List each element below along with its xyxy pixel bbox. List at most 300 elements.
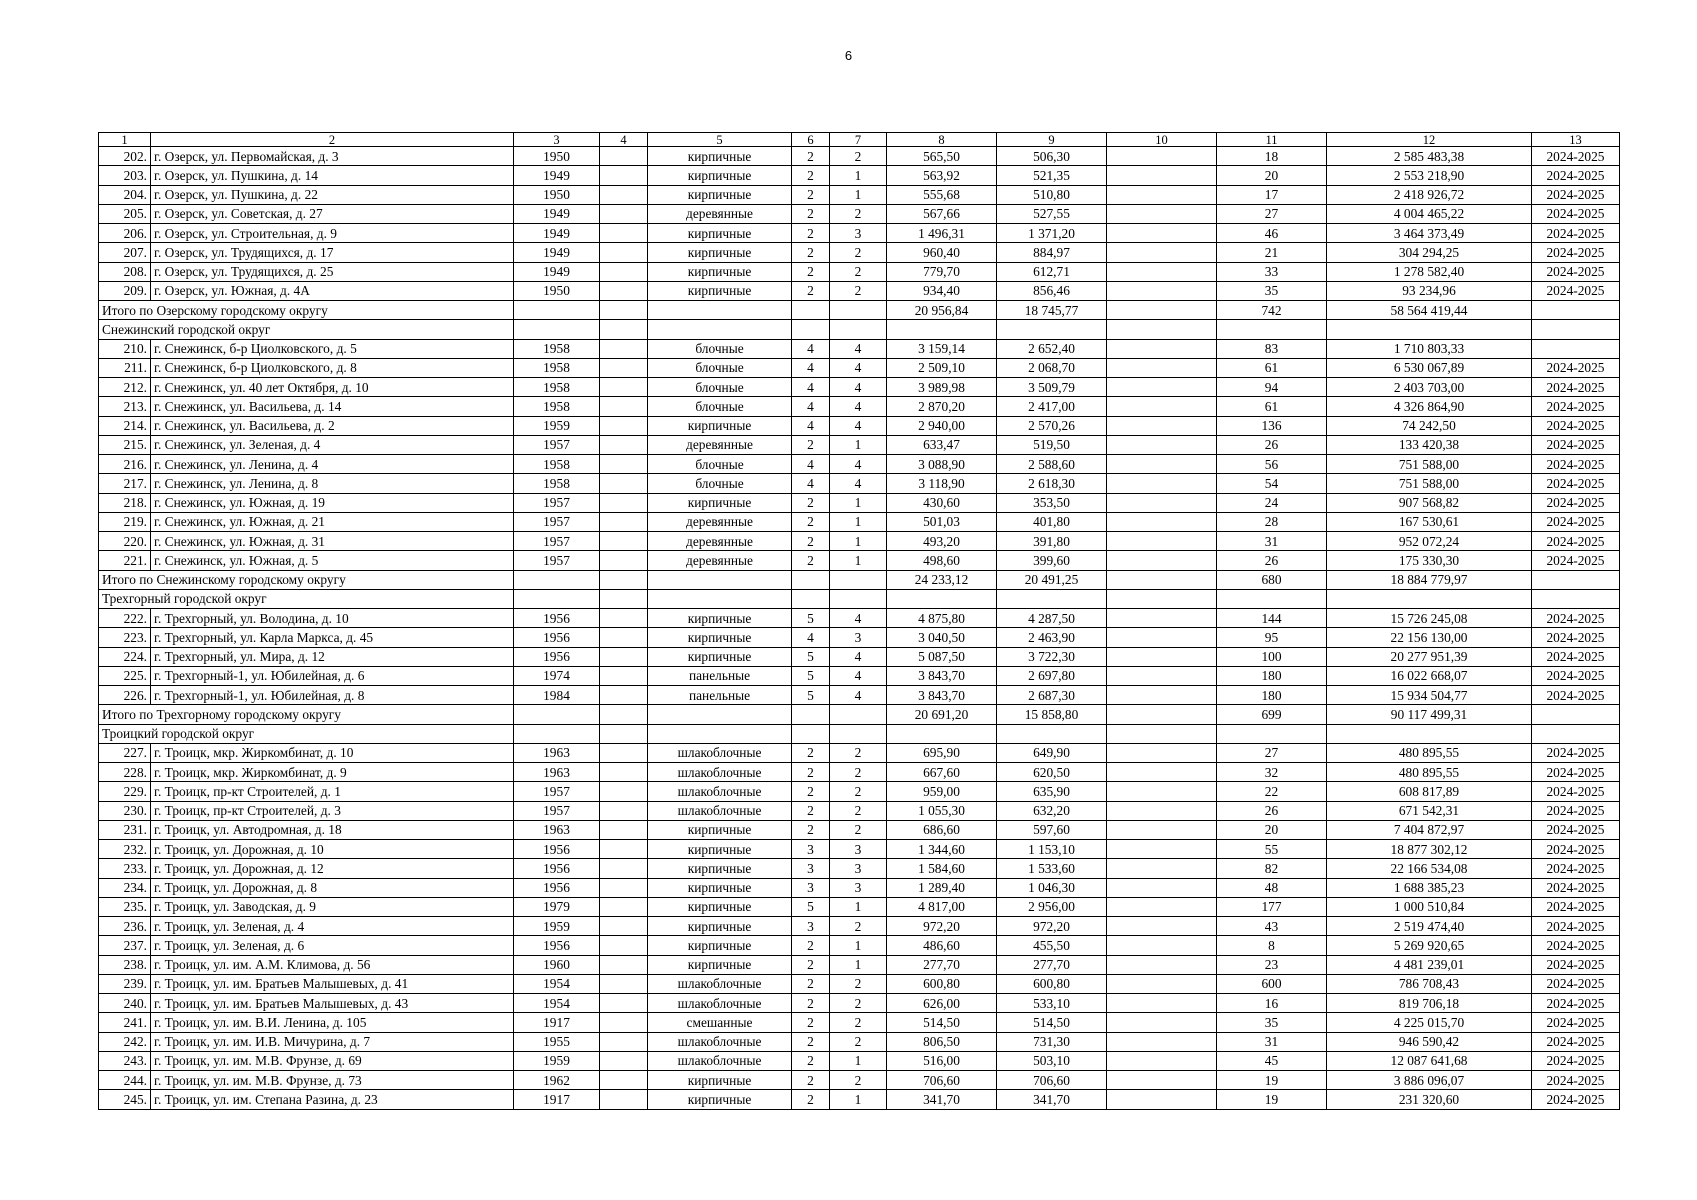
empty-cell <box>1107 589 1217 608</box>
material-cell: кирпичные <box>648 243 792 262</box>
row-number-cell: 212. <box>99 378 151 397</box>
entrances-cell: 3 <box>830 878 887 897</box>
entrances-cell: 2 <box>830 1071 887 1090</box>
entrances-cell: 4 <box>830 609 887 628</box>
material-cell: кирпичные <box>648 936 792 955</box>
material-cell: деревянные <box>648 435 792 454</box>
residents-cell: 83 <box>1217 339 1327 358</box>
column-4-cell <box>600 955 648 974</box>
column-number-header: 13 <box>1532 133 1620 147</box>
living-area-cell: 341,70 <box>997 1090 1107 1109</box>
entrances-cell: 2 <box>830 1013 887 1032</box>
column-number-header: 4 <box>600 133 648 147</box>
material-cell: шлакоблочные <box>648 743 792 762</box>
floors-cell: 2 <box>792 243 830 262</box>
living-area-cell: 521,35 <box>997 166 1107 185</box>
table-row <box>99 378 1620 397</box>
residents-cell: 43 <box>1217 917 1327 936</box>
year-cell: 1956 <box>514 609 600 628</box>
subtotal-total-area: 20 956,84 <box>887 301 997 320</box>
column-number-header: 5 <box>648 133 792 147</box>
residents-cell: 61 <box>1217 397 1327 416</box>
row-number-cell: 225. <box>99 666 151 685</box>
total-area-cell: 486,60 <box>887 936 997 955</box>
entrances-cell: 2 <box>830 147 887 166</box>
empty-cell <box>1327 589 1532 608</box>
column-10-cell <box>1107 763 1217 782</box>
table-row <box>99 763 1620 782</box>
period-cell: 2024-2025 <box>1532 551 1620 570</box>
material-cell: кирпичные <box>648 262 792 281</box>
column-10-cell <box>1107 512 1217 531</box>
table-row <box>99 397 1620 416</box>
total-area-cell: 1 496,31 <box>887 224 997 243</box>
column-4-cell <box>600 840 648 859</box>
year-cell: 1963 <box>514 763 600 782</box>
residents-cell: 55 <box>1217 840 1327 859</box>
period-cell: 2024-2025 <box>1532 1013 1620 1032</box>
column-10-cell <box>1107 878 1217 897</box>
total-area-cell: 3 040,50 <box>887 628 997 647</box>
address-cell: г. Снежинск, ул. 40 лет Октября, д. 10 <box>151 378 514 397</box>
subtotal-label: Итого по Снежинскому городскому округу <box>99 570 514 589</box>
residents-cell: 22 <box>1217 782 1327 801</box>
column-10-cell <box>1107 532 1217 551</box>
table-row <box>99 532 1620 551</box>
entrances-cell: 1 <box>830 955 887 974</box>
cost-cell: 5 269 920,65 <box>1327 936 1532 955</box>
subtotal-label: Итого по Трехгорному городскому округу <box>99 705 514 724</box>
material-cell: кирпичные <box>648 281 792 300</box>
empty-cell <box>830 301 887 320</box>
total-area-cell: 667,60 <box>887 763 997 782</box>
address-cell: г. Троицк, пр-кт Строителей, д. 1 <box>151 782 514 801</box>
empty-cell <box>1107 724 1217 743</box>
period-cell: 2024-2025 <box>1532 185 1620 204</box>
table-body <box>99 133 1620 1110</box>
year-cell: 1957 <box>514 782 600 801</box>
empty-cell <box>648 589 792 608</box>
entrances-cell: 1 <box>830 551 887 570</box>
row-number-cell: 216. <box>99 455 151 474</box>
table-row <box>99 224 1620 243</box>
empty-cell <box>830 705 887 724</box>
cost-cell: 6 530 067,89 <box>1327 358 1532 377</box>
empty-cell <box>648 320 792 339</box>
entrances-cell: 2 <box>830 994 887 1013</box>
column-4-cell <box>600 609 648 628</box>
year-cell: 1949 <box>514 166 600 185</box>
total-area-cell: 498,60 <box>887 551 997 570</box>
material-cell: шлакоблочные <box>648 801 792 820</box>
year-cell: 1957 <box>514 801 600 820</box>
entrances-cell: 1 <box>830 532 887 551</box>
material-cell: шлакоблочные <box>648 763 792 782</box>
period-cell: 2024-2025 <box>1532 435 1620 454</box>
empty-cell <box>1217 320 1327 339</box>
empty-cell <box>792 570 830 589</box>
row-number-cell: 221. <box>99 551 151 570</box>
address-cell: г. Озерск, ул. Строительная, д. 9 <box>151 224 514 243</box>
empty-cell <box>648 724 792 743</box>
floors-cell: 4 <box>792 397 830 416</box>
row-number-cell: 218. <box>99 493 151 512</box>
table-row <box>99 493 1620 512</box>
period-cell: 2024-2025 <box>1532 936 1620 955</box>
address-cell: г. Снежинск, ул. Ленина, д. 4 <box>151 455 514 474</box>
address-cell: г. Снежинск, ул. Южная, д. 31 <box>151 532 514 551</box>
total-area-cell: 563,92 <box>887 166 997 185</box>
cost-cell: 175 330,30 <box>1327 551 1532 570</box>
material-cell: шлакоблочные <box>648 994 792 1013</box>
table-row <box>99 917 1620 936</box>
row-number-cell: 235. <box>99 897 151 916</box>
cost-cell: 15 726 245,08 <box>1327 609 1532 628</box>
cost-cell: 93 234,96 <box>1327 281 1532 300</box>
table-row <box>99 1051 1620 1070</box>
residents-cell: 19 <box>1217 1090 1327 1109</box>
period-cell: 2024-2025 <box>1532 1090 1620 1109</box>
cost-cell: 819 706,18 <box>1327 994 1532 1013</box>
column-4-cell <box>600 281 648 300</box>
floors-cell: 3 <box>792 878 830 897</box>
row-number-cell: 222. <box>99 609 151 628</box>
column-4-cell <box>600 551 648 570</box>
column-4-cell <box>600 147 648 166</box>
year-cell: 1956 <box>514 936 600 955</box>
period-cell: 2024-2025 <box>1532 666 1620 685</box>
table-row <box>99 936 1620 955</box>
address-cell: г. Троицк, ул. им. А.М. Климова, д. 56 <box>151 955 514 974</box>
empty-cell <box>887 589 997 608</box>
year-cell: 1949 <box>514 243 600 262</box>
cost-cell: 18 877 302,12 <box>1327 840 1532 859</box>
floors-cell: 3 <box>792 859 830 878</box>
subtotal-cost: 90 117 499,31 <box>1327 705 1532 724</box>
address-cell: г. Трехгорный-1, ул. Юбилейная, д. 8 <box>151 686 514 705</box>
address-cell: г. Троицк, ул. им. Братьев Малышевых, д. 41 <box>151 974 514 993</box>
floors-cell: 4 <box>792 628 830 647</box>
row-number-cell: 213. <box>99 397 151 416</box>
residents-cell: 26 <box>1217 801 1327 820</box>
section-header-row <box>99 589 1620 608</box>
address-cell: г. Троицк, ул. им. М.В. Фрунзе, д. 69 <box>151 1051 514 1070</box>
table-row <box>99 628 1620 647</box>
entrances-cell: 4 <box>830 686 887 705</box>
total-area-cell: 555,68 <box>887 185 997 204</box>
column-4-cell <box>600 532 648 551</box>
residents-cell: 23 <box>1217 955 1327 974</box>
cost-cell: 4 004 465,22 <box>1327 204 1532 223</box>
living-area-cell: 1 153,10 <box>997 840 1107 859</box>
living-area-cell: 4 287,50 <box>997 609 1107 628</box>
period-cell: 2024-2025 <box>1532 955 1620 974</box>
residents-cell: 180 <box>1217 686 1327 705</box>
year-cell: 1957 <box>514 532 600 551</box>
total-area-cell: 934,40 <box>887 281 997 300</box>
material-cell: кирпичные <box>648 1071 792 1090</box>
housing-registry-table <box>98 132 1620 1110</box>
material-cell: кирпичные <box>648 878 792 897</box>
row-number-cell: 219. <box>99 512 151 531</box>
floors-cell: 5 <box>792 686 830 705</box>
year-cell: 1949 <box>514 262 600 281</box>
subtotal-residents: 742 <box>1217 301 1327 320</box>
floors-cell: 2 <box>792 493 830 512</box>
row-number-cell: 232. <box>99 840 151 859</box>
row-number-cell: 206. <box>99 224 151 243</box>
address-cell: г. Снежинск, ул. Южная, д. 5 <box>151 551 514 570</box>
material-cell: блочные <box>648 378 792 397</box>
floors-cell: 2 <box>792 801 830 820</box>
table-row <box>99 840 1620 859</box>
subtotal-row <box>99 301 1620 320</box>
year-cell: 1917 <box>514 1013 600 1032</box>
empty-cell <box>514 301 600 320</box>
table-row <box>99 801 1620 820</box>
column-4-cell <box>600 628 648 647</box>
address-cell: г. Трехгорный-1, ул. Юбилейная, д. 6 <box>151 666 514 685</box>
row-number-cell: 208. <box>99 262 151 281</box>
floors-cell: 4 <box>792 378 830 397</box>
address-cell: г. Снежинск, ул. Васильева, д. 14 <box>151 397 514 416</box>
period-cell: 2024-2025 <box>1532 281 1620 300</box>
address-cell: г. Троицк, ул. им. Братьев Малышевых, д. 43 <box>151 994 514 1013</box>
material-cell: кирпичные <box>648 1090 792 1109</box>
total-area-cell: 2 940,00 <box>887 416 997 435</box>
column-4-cell <box>600 378 648 397</box>
column-number-header: 3 <box>514 133 600 147</box>
row-number-cell: 231. <box>99 820 151 839</box>
address-cell: г. Снежинск, б-р Циолковского, д. 5 <box>151 339 514 358</box>
column-4-cell <box>600 994 648 1013</box>
living-area-cell: 2 697,80 <box>997 666 1107 685</box>
entrances-cell: 1 <box>830 435 887 454</box>
column-10-cell <box>1107 974 1217 993</box>
year-cell: 1957 <box>514 493 600 512</box>
entrances-cell: 4 <box>830 666 887 685</box>
entrances-cell: 3 <box>830 628 887 647</box>
total-area-cell: 3 843,70 <box>887 666 997 685</box>
material-cell: панельные <box>648 666 792 685</box>
table-row <box>99 1090 1620 1109</box>
section-header-row <box>99 320 1620 339</box>
year-cell: 1917 <box>514 1090 600 1109</box>
address-cell: г. Озерск, ул. Первомайская, д. 3 <box>151 147 514 166</box>
living-area-cell: 503,10 <box>997 1051 1107 1070</box>
column-4-cell <box>600 936 648 955</box>
living-area-cell: 353,50 <box>997 493 1107 512</box>
entrances-cell: 3 <box>830 859 887 878</box>
year-cell: 1950 <box>514 281 600 300</box>
period-cell: 2024-2025 <box>1532 224 1620 243</box>
column-4-cell <box>600 243 648 262</box>
column-number-row <box>99 133 1620 147</box>
living-area-cell: 277,70 <box>997 955 1107 974</box>
row-number-cell: 238. <box>99 955 151 974</box>
cost-cell: 20 277 951,39 <box>1327 647 1532 666</box>
cost-cell: 2 519 474,40 <box>1327 917 1532 936</box>
period-cell: 2024-2025 <box>1532 455 1620 474</box>
table-row <box>99 551 1620 570</box>
entrances-cell: 2 <box>830 204 887 223</box>
entrances-cell: 2 <box>830 782 887 801</box>
material-cell: шлакоблочные <box>648 1051 792 1070</box>
floors-cell: 2 <box>792 512 830 531</box>
cost-cell: 608 817,89 <box>1327 782 1532 801</box>
cost-cell: 16 022 668,07 <box>1327 666 1532 685</box>
address-cell: г. Трехгорный, ул. Карла Маркса, д. 45 <box>151 628 514 647</box>
empty-cell <box>648 705 792 724</box>
empty-cell <box>830 320 887 339</box>
cost-cell: 3 886 096,07 <box>1327 1071 1532 1090</box>
address-cell: г. Снежинск, б-р Циолковского, д. 8 <box>151 358 514 377</box>
empty-cell <box>514 705 600 724</box>
cost-cell: 751 588,00 <box>1327 474 1532 493</box>
column-number-header: 12 <box>1327 133 1532 147</box>
residents-cell: 56 <box>1217 455 1327 474</box>
year-cell: 1963 <box>514 820 600 839</box>
cost-cell: 907 568,82 <box>1327 493 1532 512</box>
row-number-cell: 229. <box>99 782 151 801</box>
total-area-cell: 501,03 <box>887 512 997 531</box>
address-cell: г. Снежинск, ул. Зеленая, д. 4 <box>151 435 514 454</box>
empty-cell <box>1532 320 1620 339</box>
address-cell: г. Троицк, мкр. Жиркомбинат, д. 9 <box>151 763 514 782</box>
material-cell: кирпичные <box>648 185 792 204</box>
floors-cell: 4 <box>792 416 830 435</box>
column-4-cell <box>600 512 648 531</box>
total-area-cell: 959,00 <box>887 782 997 801</box>
row-number-cell: 223. <box>99 628 151 647</box>
empty-cell <box>997 589 1107 608</box>
year-cell: 1956 <box>514 647 600 666</box>
row-number-cell: 205. <box>99 204 151 223</box>
column-4-cell <box>600 782 648 801</box>
row-number-cell: 210. <box>99 339 151 358</box>
cost-cell: 7 404 872,97 <box>1327 820 1532 839</box>
row-number-cell: 224. <box>99 647 151 666</box>
column-10-cell <box>1107 1071 1217 1090</box>
cost-cell: 12 087 641,68 <box>1327 1051 1532 1070</box>
column-10-cell <box>1107 147 1217 166</box>
empty-cell <box>792 320 830 339</box>
empty-cell <box>1532 570 1620 589</box>
empty-cell <box>648 570 792 589</box>
living-area-cell: 401,80 <box>997 512 1107 531</box>
cost-cell: 952 072,24 <box>1327 532 1532 551</box>
column-10-cell <box>1107 801 1217 820</box>
column-4-cell <box>600 262 648 281</box>
living-area-cell: 1 533,60 <box>997 859 1107 878</box>
column-10-cell <box>1107 859 1217 878</box>
empty-cell <box>887 724 997 743</box>
table-row <box>99 435 1620 454</box>
column-number-header: 6 <box>792 133 830 147</box>
floors-cell: 2 <box>792 147 830 166</box>
column-4-cell <box>600 474 648 493</box>
column-10-cell <box>1107 647 1217 666</box>
floors-cell: 2 <box>792 532 830 551</box>
column-4-cell <box>600 974 648 993</box>
residents-cell: 32 <box>1217 763 1327 782</box>
total-area-cell: 779,70 <box>887 262 997 281</box>
living-area-cell: 649,90 <box>997 743 1107 762</box>
residents-cell: 20 <box>1217 166 1327 185</box>
cost-cell: 231 320,60 <box>1327 1090 1532 1109</box>
row-number-cell: 202. <box>99 147 151 166</box>
column-number-header: 9 <box>997 133 1107 147</box>
column-10-cell <box>1107 455 1217 474</box>
cost-cell: 1 688 385,23 <box>1327 878 1532 897</box>
subtotal-living-area: 15 858,80 <box>997 705 1107 724</box>
table-row <box>99 1032 1620 1051</box>
entrances-cell: 1 <box>830 1090 887 1109</box>
period-cell: 2024-2025 <box>1532 493 1620 512</box>
living-area-cell: 972,20 <box>997 917 1107 936</box>
empty-cell <box>600 301 648 320</box>
entrances-cell: 4 <box>830 339 887 358</box>
material-cell: кирпичные <box>648 859 792 878</box>
cost-cell: 2 418 926,72 <box>1327 185 1532 204</box>
empty-cell <box>1107 301 1217 320</box>
period-cell: 2024-2025 <box>1532 532 1620 551</box>
row-number-cell: 242. <box>99 1032 151 1051</box>
living-area-cell: 2 618,30 <box>997 474 1107 493</box>
column-10-cell <box>1107 416 1217 435</box>
section-label: Снежинский городской округ <box>99 320 514 339</box>
living-area-cell: 2 417,00 <box>997 397 1107 416</box>
material-cell: блочные <box>648 474 792 493</box>
residents-cell: 177 <box>1217 897 1327 916</box>
period-cell: 2024-2025 <box>1532 1071 1620 1090</box>
empty-cell <box>1217 589 1327 608</box>
entrances-cell: 2 <box>830 974 887 993</box>
floors-cell: 2 <box>792 1013 830 1032</box>
living-area-cell: 3 509,79 <box>997 378 1107 397</box>
table-row <box>99 1013 1620 1032</box>
column-4-cell <box>600 339 648 358</box>
table-row <box>99 281 1620 300</box>
total-area-cell: 686,60 <box>887 820 997 839</box>
column-4-cell <box>600 1051 648 1070</box>
material-cell: кирпичные <box>648 416 792 435</box>
cost-cell: 22 166 534,08 <box>1327 859 1532 878</box>
subtotal-label: Итого по Озерскому городскому округу <box>99 301 514 320</box>
subtotal-row <box>99 570 1620 589</box>
table-row <box>99 358 1620 377</box>
cost-cell: 2 403 703,00 <box>1327 378 1532 397</box>
period-cell: 2024-2025 <box>1532 512 1620 531</box>
address-cell: г. Троицк, ул. им. И.В. Мичурина, д. 7 <box>151 1032 514 1051</box>
living-area-cell: 399,60 <box>997 551 1107 570</box>
address-cell: г. Озерск, ул. Южная, д. 4А <box>151 281 514 300</box>
row-number-cell: 203. <box>99 166 151 185</box>
table-row <box>99 994 1620 1013</box>
material-cell: кирпичные <box>648 647 792 666</box>
table-row <box>99 204 1620 223</box>
empty-cell <box>1532 724 1620 743</box>
column-4-cell <box>600 647 648 666</box>
row-number-cell: 237. <box>99 936 151 955</box>
period-cell: 2024-2025 <box>1532 147 1620 166</box>
total-area-cell: 3 843,70 <box>887 686 997 705</box>
cost-cell: 946 590,42 <box>1327 1032 1532 1051</box>
subtotal-row <box>99 705 1620 724</box>
entrances-cell: 2 <box>830 820 887 839</box>
year-cell: 1957 <box>514 512 600 531</box>
total-area-cell: 4 817,00 <box>887 897 997 916</box>
